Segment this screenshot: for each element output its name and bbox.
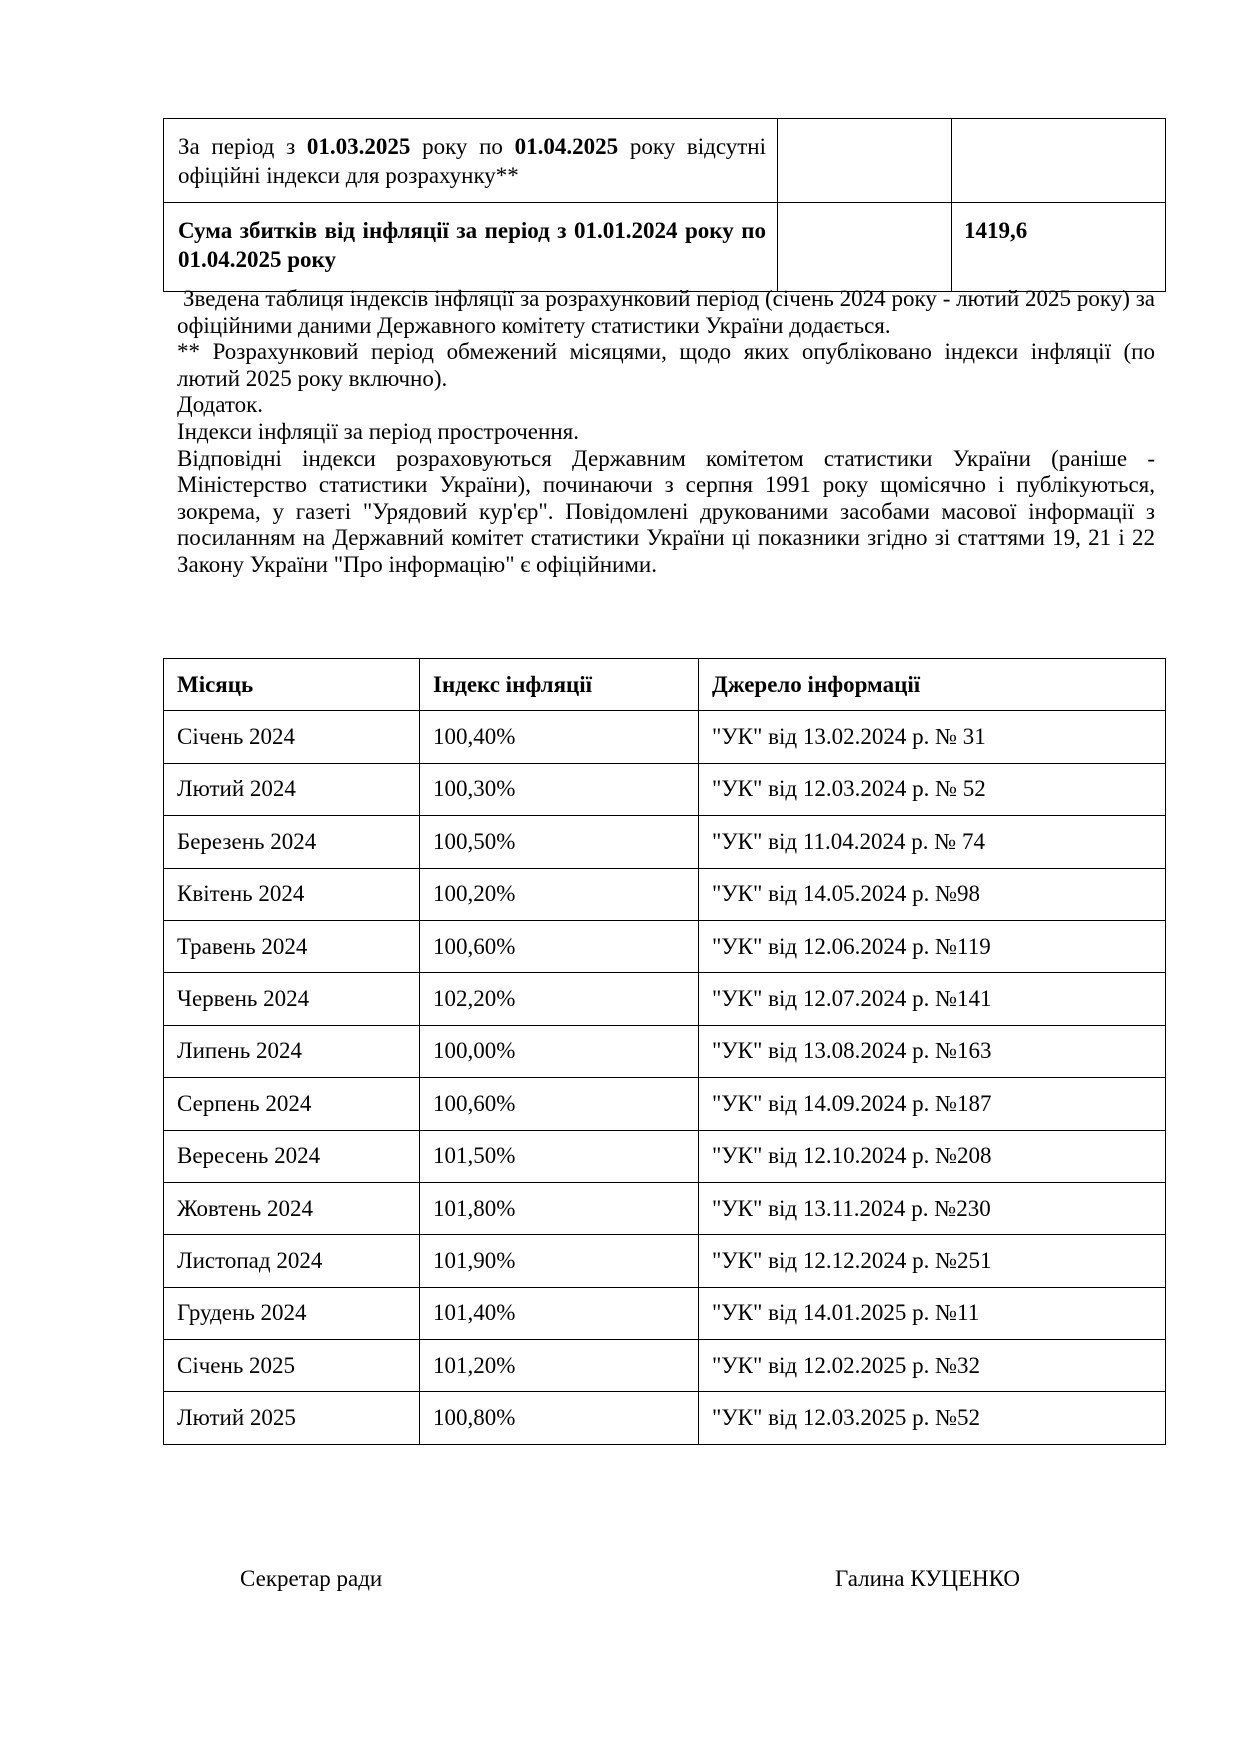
table-row bbox=[164, 1078, 1166, 1130]
cell-month: Червень 2024 bbox=[164, 973, 420, 1025]
summary-empty-cell bbox=[952, 119, 1166, 203]
cell-inflation-index: 100,40% bbox=[420, 711, 699, 763]
summary-empty-cell bbox=[778, 203, 952, 292]
cell-inflation-index: 101,80% bbox=[420, 1182, 699, 1234]
table-header-row bbox=[164, 659, 1166, 711]
cell-month: Грудень 2024 bbox=[164, 1287, 420, 1339]
missing-indices-note: За період з 01.03.2025 року по 01.04.2025 року відсутні офіційні індекси для розрахунку** bbox=[164, 119, 778, 203]
explanatory-text bbox=[177, 286, 1155, 579]
cell-source: "УК" від 13.02.2024 р. № 31 bbox=[699, 711, 1166, 763]
cell-month: Липень 2024 bbox=[164, 1025, 420, 1077]
column-header-month: Місяць bbox=[164, 659, 420, 711]
signatory-name: Галина КУЦЕНКО bbox=[835, 1566, 1020, 1591]
table-row bbox=[164, 973, 1166, 1025]
cell-source: "УК" від 13.11.2024 р. №230 bbox=[699, 1182, 1166, 1234]
cell-month: Листопад 2024 bbox=[164, 1235, 420, 1287]
cell-month: Лютий 2024 bbox=[164, 763, 420, 815]
cell-month: Жовтень 2024 bbox=[164, 1182, 420, 1234]
cell-source: "УК" від 12.02.2025 р. №32 bbox=[699, 1340, 1166, 1392]
table-row bbox=[164, 816, 1166, 868]
cell-month: Лютий 2025 bbox=[164, 1392, 420, 1444]
cell-source: "УК" від 14.01.2025 р. №11 bbox=[699, 1287, 1166, 1339]
inflation-index-table bbox=[163, 658, 1166, 1445]
table-body bbox=[164, 711, 1166, 1444]
cell-inflation-index: 100,20% bbox=[420, 868, 699, 920]
table-row bbox=[164, 920, 1166, 972]
total-loss-label: Сума збитків від інфляції за період з 01.01.2024 року по 01.04.2025 року bbox=[164, 203, 778, 292]
cell-inflation-index: 100,60% bbox=[420, 920, 699, 972]
cell-inflation-index: 102,20% bbox=[420, 973, 699, 1025]
cell-source: "УК" від 14.09.2024 р. №187 bbox=[699, 1078, 1166, 1130]
table-row bbox=[164, 1130, 1166, 1182]
cell-inflation-index: 101,50% bbox=[420, 1130, 699, 1182]
table-row bbox=[164, 868, 1166, 920]
cell-inflation-index: 100,80% bbox=[420, 1392, 699, 1444]
total-loss-value: 1419,6 bbox=[952, 203, 1166, 292]
summary-row-missing-indices bbox=[164, 119, 1166, 203]
cell-inflation-index: 100,30% bbox=[420, 763, 699, 815]
period-start-date: 01.03.2025 bbox=[306, 134, 411, 159]
cell-source: "УК" від 14.05.2024 р. №98 bbox=[699, 868, 1166, 920]
table-row bbox=[164, 1235, 1166, 1287]
cell-inflation-index: 101,20% bbox=[420, 1340, 699, 1392]
summary-empty-cell bbox=[778, 119, 952, 203]
summary-table bbox=[163, 118, 1166, 292]
cell-source: "УК" від 12.07.2024 р. №141 bbox=[699, 973, 1166, 1025]
table-row bbox=[164, 1392, 1166, 1444]
cell-source: "УК" від 12.10.2024 р. №208 bbox=[699, 1130, 1166, 1182]
period-end-date: 01.04.2025 bbox=[514, 134, 619, 159]
cell-month: Серпень 2024 bbox=[164, 1078, 420, 1130]
cell-inflation-index: 100,60% bbox=[420, 1078, 699, 1130]
signatory-position: Секретар ради bbox=[240, 1566, 383, 1591]
table-row bbox=[164, 1182, 1166, 1234]
cell-month: Вересень 2024 bbox=[164, 1130, 420, 1182]
summary-row-total bbox=[164, 203, 1166, 292]
table-row bbox=[164, 711, 1166, 763]
cell-inflation-index: 101,40% bbox=[420, 1287, 699, 1339]
table-row bbox=[164, 1025, 1166, 1077]
cell-month: Квітень 2024 bbox=[164, 868, 420, 920]
cell-source: "УК" від 12.12.2024 р. №251 bbox=[699, 1235, 1166, 1287]
paragraph-appendix-heading: Додаток. bbox=[177, 392, 264, 418]
table-row bbox=[164, 763, 1166, 815]
cell-inflation-index: 101,90% bbox=[420, 1235, 699, 1287]
cell-source: "УК" від 12.03.2024 р. № 52 bbox=[699, 763, 1166, 815]
paragraph-appendix-title: Індекси інфляції за період прострочення. bbox=[177, 418, 579, 444]
paragraph-summary-note: Зведена таблиця індексів інфляції за розрахунковий період (січень 2024 року - лютий 2025 року) за офіційними даними Державного комітету статистики України додається. bbox=[177, 286, 1155, 338]
column-header-index: Індекс інфляції bbox=[420, 659, 699, 711]
cell-inflation-index: 100,50% bbox=[420, 816, 699, 868]
cell-source: "УК" від 12.03.2025 р. №52 bbox=[699, 1392, 1166, 1444]
cell-month: Березень 2024 bbox=[164, 816, 420, 868]
table-row bbox=[164, 1340, 1166, 1392]
cell-source: "УК" від 11.04.2024 р. № 74 bbox=[699, 816, 1166, 868]
paragraph-source-explanation: Відповідні індекси розраховуються Державним комітетом статистики України (раніше - Міністерство статистики України), починаючи з серпня 1991 року щомісячно і публікуються, зокрема, у газеті "Урядовий кур'єр". Повідомлені друкованими засобами масової інформації з посиланням на Державний комітет статистики України ці показники згідно зі статтями 19, 21 і 22 Закону України "Про інформацію" є офіційними. bbox=[177, 445, 1155, 577]
paragraph-footnote: ** Розрахунковий період обмежений місяцями, щодо яких опубліковано індекси інфляції (по лютий 2025 року включно). bbox=[177, 339, 1155, 391]
cell-month: Травень 2024 bbox=[164, 920, 420, 972]
table-row bbox=[164, 1287, 1166, 1339]
cell-inflation-index: 100,00% bbox=[420, 1025, 699, 1077]
cell-source: "УК" від 12.06.2024 р. №119 bbox=[699, 920, 1166, 972]
cell-month: Січень 2025 bbox=[164, 1340, 420, 1392]
column-header-source: Джерело інформації bbox=[699, 659, 1166, 711]
cell-month: Січень 2024 bbox=[164, 711, 420, 763]
cell-source: "УК" від 13.08.2024 р. №163 bbox=[699, 1025, 1166, 1077]
